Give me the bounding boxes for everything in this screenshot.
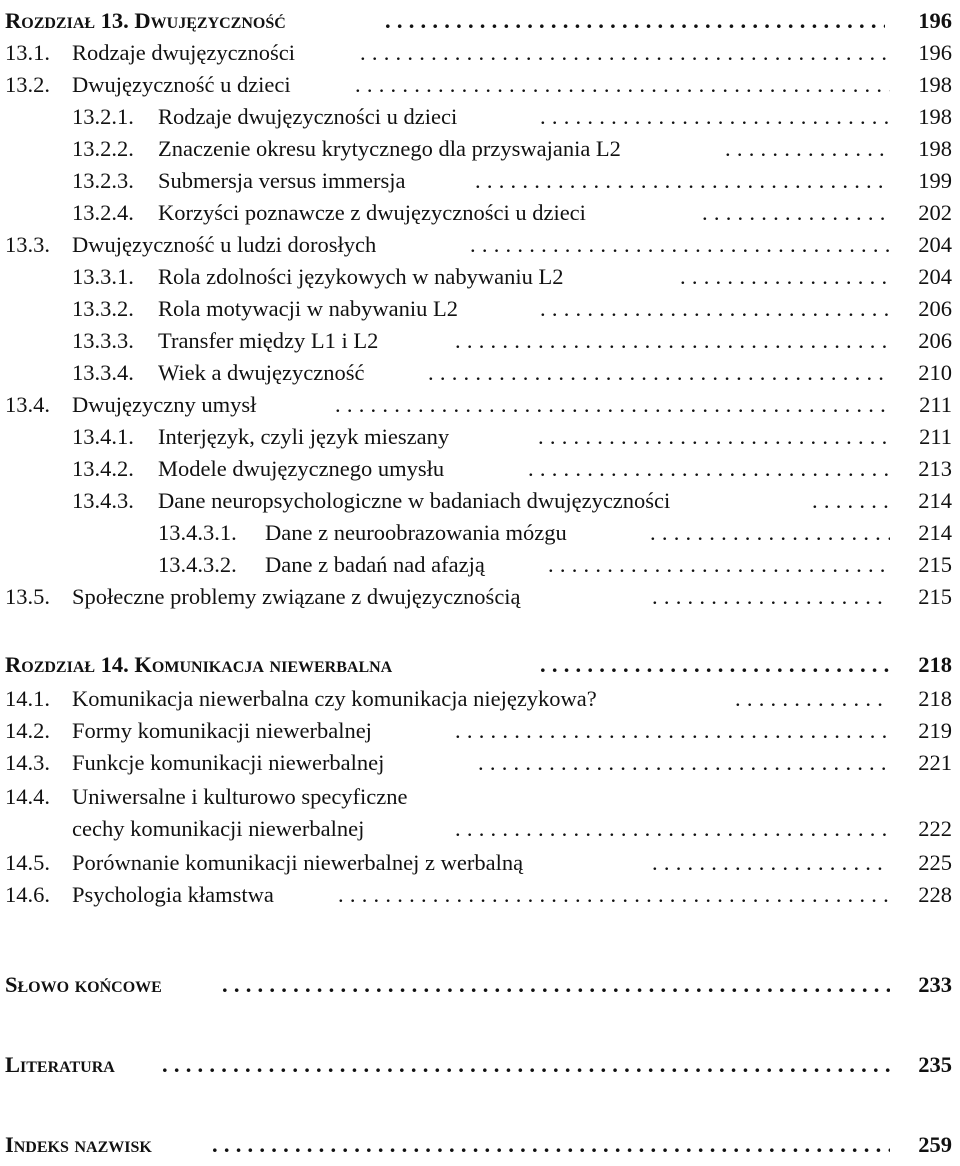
leader-dots [735,682,890,716]
toc-section-number: 14.5. [5,850,50,875]
toc-section-number: 13.4.3.1. [158,520,237,545]
toc-page-number: 202 [918,200,952,225]
toc-entry[interactable] [0,68,960,102]
toc-section-number: 13.3.3. [72,328,134,353]
toc-chapter-title: Rozdział 14. Komunikacja niewerbalna [5,652,393,677]
leader-dots [540,648,890,682]
leader-dots [652,846,890,880]
leader-dots [812,484,890,518]
toc-section-title: Dwujęzyczność u ludzi dorosłych [72,232,377,257]
toc-page-number: 211 [919,424,952,449]
toc-section-title: Znaczenie okresu krytycznego dla przyswajania L2 [158,136,621,161]
toc-section-title: Korzyści poznawcze z dwujęzyczności u dzieci [158,200,586,225]
toc-section-number: 14.2. [5,718,50,743]
toc-entry[interactable] [0,196,960,230]
leader-dots [540,292,890,326]
toc-section-number: 13.4.3. [72,488,134,513]
toc-page-number: 228 [918,882,952,907]
toc-entry[interactable] [0,846,960,880]
leader-dots [680,260,890,294]
toc-entry[interactable] [0,878,960,912]
toc-entry[interactable] [0,580,960,614]
toc-section-number: 13.2.4. [72,200,134,225]
toc-page-number: 215 [918,584,952,609]
toc-page-number: 218 [918,652,952,677]
toc-entry[interactable] [0,484,960,518]
toc-section-title: Rodzaje dwujęzyczności u dzieci [158,104,458,129]
toc-section-title: Formy komunikacji niewerbalnej [72,718,372,743]
leader-dots [470,228,890,262]
leader-dots [455,714,890,748]
toc-page-number: 214 [918,520,952,545]
leader-dots [725,132,890,166]
toc-section-title: Dane neuropsychologiczne w badaniach dwujęzyczności [158,488,671,513]
toc-entry[interactable] [0,36,960,70]
toc-entry[interactable] [0,132,960,166]
leader-dots [548,548,890,582]
toc-page-number: 198 [918,104,952,129]
toc-page-number: 210 [918,360,952,385]
toc-entry[interactable] [0,516,960,550]
toc-entry[interactable] [0,324,960,358]
toc-section-number: 13.2.1. [72,104,134,129]
toc-section-title: Wiek a dwujęzyczność [158,360,365,385]
leader-dots [540,100,890,134]
toc-section-title: Interjęzyk, czyli język mieszany [158,424,450,449]
leader-dots [455,812,890,846]
toc-page-number: 222 [918,816,952,841]
toc-section-title: Dwujęzyczny umysł [72,392,257,417]
toc-page-number: 198 [918,136,952,161]
toc-section-title: Dwujęzyczność u dzieci [72,72,291,97]
toc-section-title: Komunikacja niewerbalna czy komunikacja niejęzykowa? [72,686,597,711]
toc-section-number: 14.3. [5,750,50,775]
toc-section-number: 14.4. [5,784,50,809]
toc-section-number: 13.4.1. [72,424,134,449]
toc-entry[interactable] [0,228,960,262]
toc-section-number: 13.3.1. [72,264,134,289]
toc-page-number: 196 [918,8,952,33]
toc-section-title: Funkcje komunikacji niewerbalnej [72,750,385,775]
toc-page-number: 225 [918,850,952,875]
toc-page-number: 233 [918,972,952,997]
toc-chapter-title: Indeks nazwisk [5,1132,152,1157]
toc-entry[interactable] [0,420,960,454]
leader-dots [162,1048,890,1082]
toc-section-title: Rola motywacji w nabywaniu L2 [158,296,458,321]
leader-dots [650,516,890,550]
leader-dots [702,196,890,230]
toc-page-number: 259 [918,1132,952,1157]
leader-dots [355,68,890,102]
toc-chapter-14[interactable] [0,648,960,682]
toc-chapter-title: Literatura [5,1052,115,1077]
toc-section-title: Modele dwujęzycznego umysłu [158,456,445,481]
leader-dots [338,878,890,912]
toc-page-number: 204 [918,264,952,289]
toc-page-number: 221 [918,750,952,775]
toc-section-title: Uniwersalne i kulturowo specyficzne [72,784,408,809]
toc-section-title: Dane z neuroobrazowania mózgu [265,520,567,545]
toc-entry[interactable] [0,388,960,422]
toc-entry[interactable] [0,780,960,814]
toc-page-number: 196 [918,40,952,65]
toc-page-number: 198 [918,72,952,97]
toc-entry[interactable] [0,548,960,582]
toc-section-number: 14.1. [5,686,50,711]
leader-dots [538,420,890,454]
toc-page-number: 214 [918,488,952,513]
toc-section-title: Społeczne problemy związane z dwujęzycznością [72,584,521,609]
toc-section-number: 13.4.3.2. [158,552,237,577]
leader-dots [652,580,890,614]
toc-section-number: 13.2. [5,72,50,97]
toc-chapter-title: Słowo końcowe [5,972,162,997]
toc-page-number: 213 [918,456,952,481]
toc-entry[interactable] [0,682,960,716]
leader-dots [385,4,885,38]
toc-chapter-title: Rozdział 13. Dwujęzyczność [5,8,286,33]
toc-section-title: Porównanie komunikacji niewerbalnej z werbalną [72,850,524,875]
toc-section-number: 13.3.4. [72,360,134,385]
toc-chapter-afterword[interactable] [0,968,960,1002]
toc-entry[interactable] [0,746,960,780]
toc-entry[interactable] [0,714,960,748]
toc-section-number: 13.2.2. [72,136,134,161]
toc-page-number: 206 [918,328,952,353]
toc-chapter-bibliography[interactable] [0,1048,960,1082]
toc-section-number: 13.3.2. [72,296,134,321]
toc-page-number: 219 [918,718,952,743]
toc-section-number: 13.1. [5,40,50,65]
toc-page-number: 235 [918,1052,952,1077]
toc-section-title: cechy komunikacji niewerbalnej [72,816,365,841]
toc-entry[interactable] [0,452,960,486]
toc-section-number: 13.4.2. [72,456,134,481]
toc-section-number: 13.2.3. [72,168,134,193]
leader-dots [455,324,890,358]
toc-entry[interactable] [0,100,960,134]
toc-section-title: Rola zdolności językowych w nabywaniu L2 [158,264,564,289]
toc-section-number: 14.6. [5,882,50,907]
toc-entry-continued[interactable] [0,812,960,846]
leader-dots [475,164,890,198]
toc-entry[interactable] [0,260,960,294]
leader-dots [478,746,890,780]
toc-page-number: 211 [919,392,952,417]
toc-entry[interactable] [0,356,960,390]
leader-dots [528,452,890,486]
toc-section-number: 13.3. [5,232,50,257]
toc-section-title: Submersja versus immersja [158,168,406,193]
toc-page-number: 206 [918,296,952,321]
toc-section-number: 13.4. [5,392,50,417]
leader-dots [428,356,890,390]
toc-section-title: Transfer między L1 i L2 [158,328,379,353]
toc-section-title: Psychologia kłamstwa [72,882,274,907]
toc-page-number: 215 [918,552,952,577]
toc-section-title: Dane z badań nad afazją [265,552,485,577]
toc-section-number: 13.5. [5,584,50,609]
toc-section-title: Rodzaje dwujęzyczności [72,40,296,65]
toc-chapter-index[interactable] [0,1128,960,1162]
leader-dots [360,36,890,70]
leader-dots [212,1128,890,1162]
toc-page-number: 204 [918,232,952,257]
leader-dots [222,968,890,1002]
toc-chapter-13[interactable] [0,4,960,38]
leader-dots [335,388,890,422]
toc-page-number: 199 [918,168,952,193]
toc-entry[interactable] [0,292,960,326]
toc-entry[interactable] [0,164,960,198]
toc-page-number: 218 [918,686,952,711]
